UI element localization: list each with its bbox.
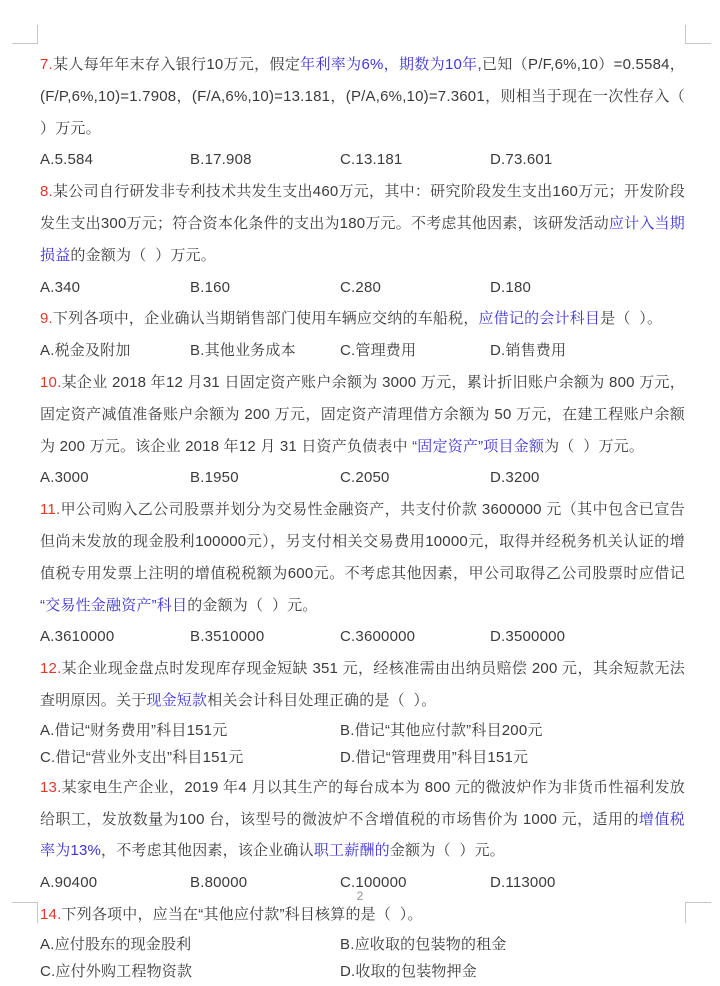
question-stem [40, 367, 685, 462]
text-boundary-mark-top-left [12, 25, 38, 44]
option-item: D.收取的包装物押金 [340, 963, 478, 981]
option-item: D.3500000 [490, 628, 566, 646]
options-row [40, 744, 685, 772]
question-block [40, 772, 685, 899]
stem-text: 金额为（ ）元。 [389, 842, 505, 860]
stem-text: 某人每年年末存入银行10万元，假定 [52, 56, 301, 73]
highlighted-phrase: “固定资产”项目金额 [412, 437, 545, 455]
question-block [40, 899, 685, 986]
option-item: D.销售费用 [490, 342, 567, 360]
question-block [40, 176, 685, 303]
highlighted-phrase: 现金短款 [146, 691, 208, 709]
options-row [40, 717, 685, 745]
option-item: C.100000 [340, 874, 407, 892]
option-item: C.3600000 [340, 628, 416, 646]
stem-text: 某企业 2018 年12 月31 日固定资产账户余额为 3000 万元，累计折旧账户余额为 800 万元，固定资产减值准备账户余额为 200 万元，固定资产清理借方余额为 50 万元，在建工程账户余额为 200 万元。该企业 2018 年12 月 31 日资产负债表中 [40, 373, 685, 455]
option-item: C.管理费用 [340, 342, 417, 360]
text-boundary-mark-bottom-right [685, 902, 711, 923]
highlighted-phrase: “交易性金融资产”科目 [40, 596, 188, 614]
question-block [40, 49, 694, 176]
option-item: A.5.584 [40, 151, 94, 169]
question-block [40, 303, 685, 367]
stem-text: 的金额为（ ）万元。 [70, 246, 216, 264]
option-item: C.280 [340, 278, 382, 296]
stem-text: 为（ ）万元。 [544, 437, 645, 455]
question-stem [40, 772, 685, 867]
option-item: B.160 [190, 278, 231, 296]
stem-text: 某企业现金盘点时发现库存现金短缺 351 元，经核准需由出纳员赔偿 200 元，其余短款无法查明原因。关于 [40, 660, 685, 709]
options-row [40, 621, 685, 653]
stem-text: 的金额为（ ）元。 [187, 596, 318, 614]
options-row [40, 931, 685, 959]
option-item: C.借记“营业外支出”科目151元 [40, 749, 244, 767]
options-row [40, 335, 685, 367]
option-item: A.3000 [40, 469, 89, 487]
stem-text: 某家电生产企业，2019 年4 月以其生产的每台成本为 800 元的微波炉作为非货币性福利发放给职工，发放数量为100 台，该型号的微波炉不含增值税的市场售价为 1000 元，适用的 [40, 778, 685, 828]
stem-text: 某公司自行研发非专利技术共发生支出460万元，其中：研究阶段发生支出160万元；开发阶段发生支出300万元；符合资本化条件的支出为180万元。不考虑其他因素，该研发活动 [40, 183, 685, 232]
question-number: 13. [40, 778, 62, 796]
question-block [40, 653, 685, 772]
option-item: C.应付外购工程物资款 [40, 963, 193, 981]
question-number: 7. [40, 56, 53, 73]
highlighted-phrase: 应计入当期损益 [40, 214, 685, 264]
text-boundary-mark-top-right [685, 25, 711, 44]
option-item: B.应收取的包装物的租金 [340, 935, 507, 953]
option-item: D.3200 [490, 469, 540, 487]
highlighted-phrase: 应借记的会计科目 [478, 310, 601, 328]
question-stem [40, 49, 694, 144]
option-item: D.借记“管理费用”科目151元 [340, 749, 529, 767]
question-stem [40, 899, 685, 931]
highlighted-phrase: 职工薪酬的 [313, 842, 390, 860]
options-row [40, 958, 685, 986]
options-row [40, 272, 685, 304]
option-item: A.3610000 [40, 628, 115, 646]
question-number: 10. [40, 373, 62, 391]
question-number: 8. [40, 183, 53, 201]
stem-text: 是（ ）。 [600, 310, 663, 328]
option-item: A.借记“财务费用”科目151元 [40, 721, 228, 739]
question-stem [40, 303, 685, 335]
stem-text: 下列各项中，应当在“其他应付款”科目核算的是（ ）。 [61, 905, 423, 923]
option-item: B.17.908 [190, 151, 252, 169]
question-number: 11. [40, 501, 61, 519]
stem-text: 下列各项中，企业确认当期销售部门使用车辆应交纳的车船税， [52, 310, 479, 328]
option-item: B.其他业务成本 [190, 342, 296, 360]
option-item: A.90400 [40, 874, 98, 892]
stem-text: ，不考虑其他因素，该企业确认 [101, 842, 314, 860]
option-item: A.340 [40, 278, 81, 296]
question-block [40, 367, 685, 494]
question-stem [40, 653, 685, 717]
option-item: B.3510000 [190, 628, 265, 646]
question-number: 14. [40, 905, 62, 923]
page-number: 2 [356, 889, 364, 903]
option-item: A.税金及附加 [40, 342, 131, 360]
highlighted-phrase: 增值税率为13% [40, 810, 686, 860]
option-item: B.1950 [190, 469, 239, 487]
option-item: C.13.181 [340, 151, 403, 169]
option-item: B.借记“其他应付款”科目200元 [340, 721, 543, 739]
question-block [40, 494, 690, 653]
option-item: D.180 [490, 278, 532, 296]
option-item: A.应付股东的现金股利 [40, 935, 192, 953]
question-number: 9. [40, 310, 53, 328]
stem-text: 甲公司购入乙公司股票并划分为交易性金融资产，共支付价款 3600000 元（其中包含已宣告但尚未发放的现金股利100000元），另支付相关交易费用10000元，取得并经税务机关认证的增值税专用发票上注明的增值税税额为600元。不考虑其他因素，甲公司取得乙公司股票时应借记 [40, 501, 690, 582]
highlighted-phrase: 年利率为6%，期数为10年, [300, 56, 482, 73]
options-row [40, 462, 685, 494]
text-boundary-mark-bottom-left [12, 902, 38, 923]
question-stem [40, 176, 685, 271]
option-item: C.2050 [340, 469, 390, 487]
stem-text: 已知（P/F,6%,10）=0.5584，(F/P,6%,10)=1.7908，(F/A,6%,10)=13.181，(P/A,6%,10)=7.3601，则相当于现在一次性存入（ ）万元。 [40, 56, 694, 137]
question-stem [40, 494, 690, 621]
stem-text: 相关会计科目处理正确的是（ ）。 [207, 691, 437, 709]
options-row [40, 144, 685, 176]
option-item: B.80000 [190, 874, 248, 892]
option-item: D.73.601 [490, 151, 553, 169]
question-number: 12. [40, 660, 62, 678]
questions [40, 49, 694, 986]
option-item: D.113000 [490, 874, 556, 892]
